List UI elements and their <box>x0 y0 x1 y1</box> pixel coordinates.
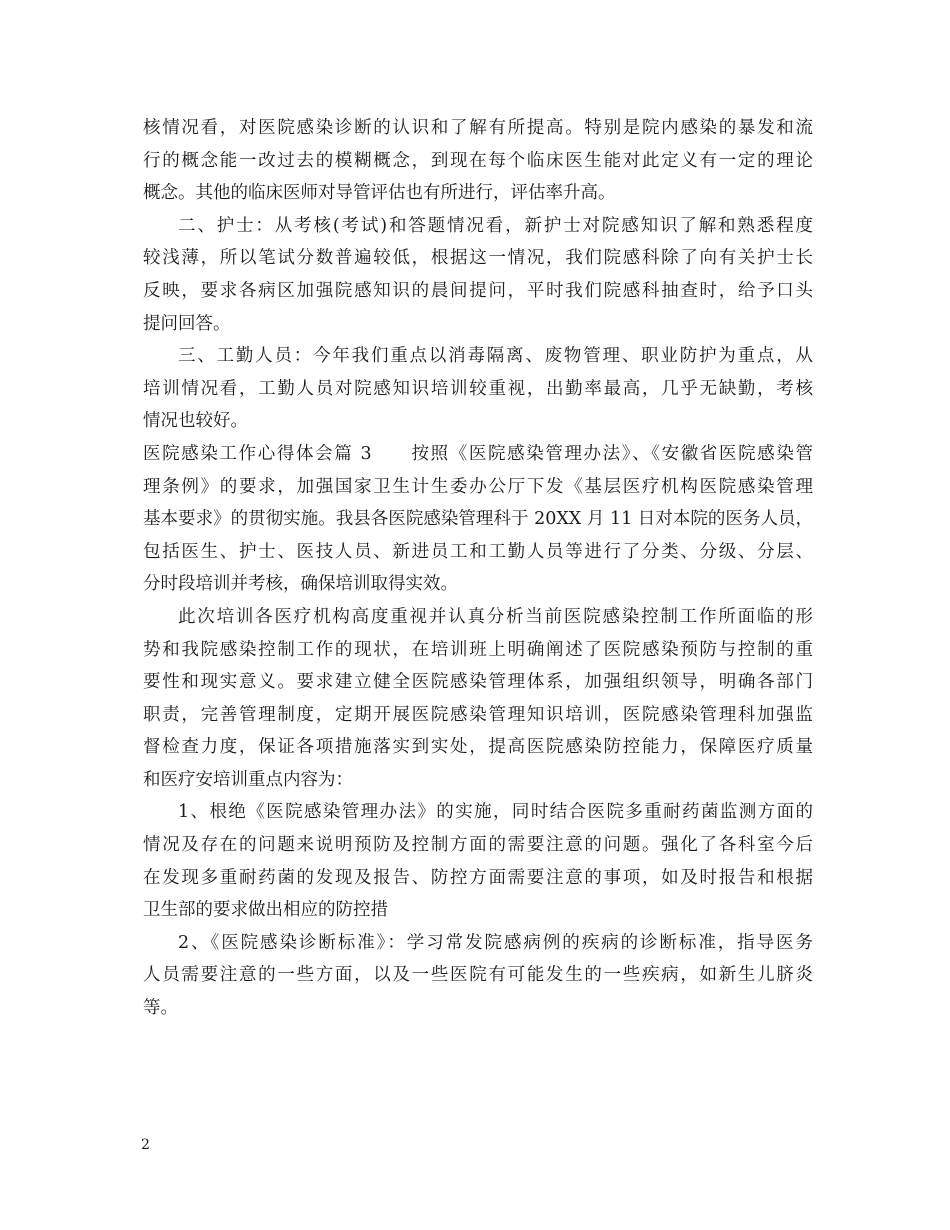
text-line: 督检查力度，保证各项措施落实到实处，提高医院感染防控能力，保障医疗质量 <box>143 737 813 758</box>
text-line: 行的概念能一改过去的模糊概念，到现在每个临床医生能对此定义有一定的理论 <box>143 150 813 171</box>
text-line: 和医疗安培训重点内容为： <box>143 769 353 790</box>
paragraph-item-1 <box>143 796 813 926</box>
text-line: 分时段培训并考核，确保培训取得实效。 <box>143 574 458 595</box>
text-line: 情况及存在的问题来说明预防及控制方面的需要注意的问题。强化了各科室今后 <box>143 835 813 856</box>
text-line: 核情况看，对医院感染诊断的认识和了解有所提高。特别是院内感染的暴发和流 <box>143 118 813 138</box>
text-line: 势和我院感染控制工作的现状，在培训班上明确阐述了医院感染预防与控制的重 <box>143 639 813 660</box>
text-line: 反映，要求各病区加强院感知识的晨间提问，平时我们院感科抽查时，给予口头 <box>143 280 813 301</box>
paragraph-article-3 <box>143 438 813 601</box>
text-line: 2、《医院感染诊断标准》：学习常发院感病例的疾病的诊断标准，指导医务 <box>178 932 813 953</box>
page-number: 2 <box>141 1137 150 1153</box>
text-line: 基本要求》的贯彻实施。我县各医院感染管理科于 20XX 月 11 日对本院的医务人员， <box>143 509 813 530</box>
text-line: 1、根绝《医院感染管理办法》的实施，同时结合医院多重耐药菌监测方面的 <box>178 802 813 823</box>
text-line: 等。 <box>143 998 178 1019</box>
paragraph-item-2 <box>143 927 813 1025</box>
text-line: 提问回答。 <box>143 313 231 334</box>
paragraph-continuation <box>143 112 813 210</box>
text-line: 医院感染工作心得体会篇 3 按照《医院感染管理办法》、《安徽省医院感染管 <box>143 443 813 464</box>
text-line: 要性和现实意义。要求建立健全医院感染管理体系，加强组织领导，明确各部门 <box>143 672 813 693</box>
text-line: 理条例》的要求，加强国家卫生计生委办公厅下发《基层医疗机构医院感染管理 <box>143 476 813 497</box>
text-line: 卫生部的要求做出相应的防控措 <box>143 900 388 921</box>
text-line: 此次培训各医疗机构高度重视并认真分析当前医院感染控制工作所面临的形 <box>178 606 813 627</box>
text-line: 较浅薄，所以笔试分数普遍较低，根据这一情况，我们院感科除了向有关护士长 <box>143 248 813 269</box>
text-line: 情况也较好。 <box>143 411 248 432</box>
paragraph-nurses <box>143 210 813 340</box>
paragraph-training <box>143 601 813 797</box>
text-line: 三、工勤人员：今年我们重点以消毒隔离、废物管理、职业防护为重点，从 <box>178 346 813 367</box>
text-line: 人员需要注意的一些方面，以及一些医院有可能发生的一些疾病，如新生儿脐炎 <box>143 965 813 986</box>
text-line: 在发现多重耐药菌的发现及报告、防控方面需要注意的事项，如及时报告和根据 <box>143 867 813 888</box>
document-body <box>143 112 813 1025</box>
paragraph-workers <box>143 340 813 438</box>
text-line: 职责，完善管理制度，定期开展医院感染管理知识培训，医院感染管理科加强监 <box>143 704 813 725</box>
text-line: 培训情况看，工勤人员对院感知识培训较重视，出勤率最高，几乎无缺勤，考核 <box>143 378 813 399</box>
text-line: 二、护士：从考核(考试)和答题情况看，新护士对院感知识了解和熟悉程度 <box>178 215 813 236</box>
text-line: 概念。其他的临床医师对导管评估也有所进行，评估率升高。 <box>143 183 616 204</box>
text-line: 包括医生、护士、医技人员、新进员工和工勤人员等进行了分类、分级、分层、 <box>143 541 813 562</box>
